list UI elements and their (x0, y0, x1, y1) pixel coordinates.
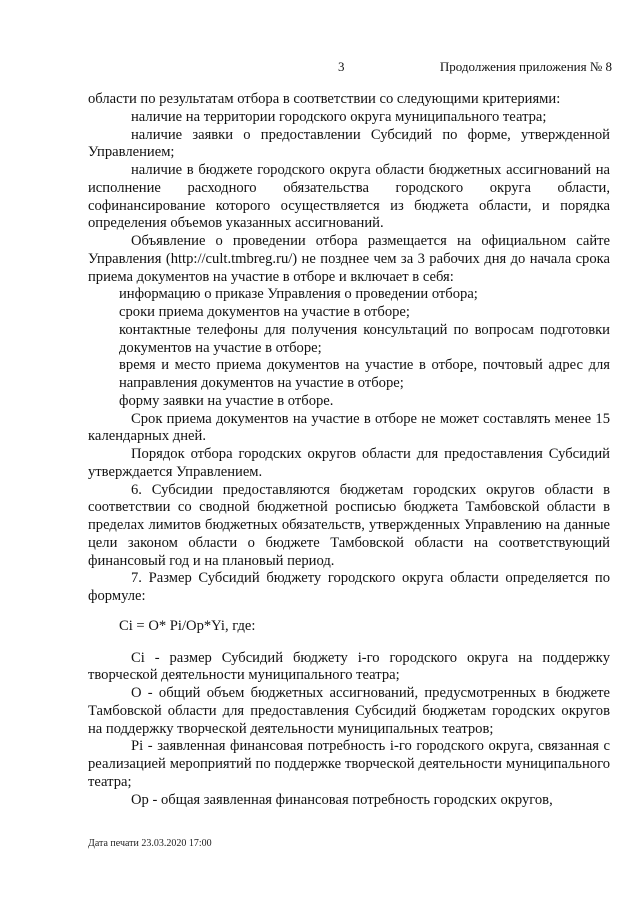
definition: Ci - размер Субсидий бюджету i-го городского округа на поддержку творческой деятельности муниципального театра; (88, 649, 610, 684)
paragraph: Объявление о проведении отбора размещается на официальном сайте Управления (http://cult.tmbreg.ru/) не позднее чем за 3 рабочих дня до начала срока приема документов на участие в отборе и включает в себя: (88, 233, 610, 285)
paragraph: 7. Размер Субсидий бюджету городского округа области определяется по формуле: (88, 570, 610, 604)
paragraph: Срок приема документов на участие в отборе не может составлять менее 15 календарных дней. (88, 410, 610, 445)
page-number: 3 (338, 59, 345, 74)
definition: Pi - заявленная финансовая потребность i-го городского округа, связанная с реализацией мероприятий по поддержке творческой деятельности муниципального театра; (88, 738, 610, 790)
list-item: контактные телефоны для получения консультаций по вопросам подготовки документов на участие в отборе; (119, 321, 610, 356)
paragraph: наличие заявки о предоставлении Субсидий по форме, утвержденной Управлением; (88, 126, 610, 161)
paragraph: области по результатам отбора в соответствии со следующими критериями: (88, 91, 561, 107)
document-body (88, 91, 610, 809)
print-date: Дата печати 23.03.2020 17:00 (88, 838, 212, 849)
appendix-continuation-label: Продолжения приложения № 8 (439, 59, 612, 74)
paragraph: наличие на территории городского округа муниципального театра; (131, 108, 547, 125)
formula: Ci = O* Pi/Op*Yi, где: (119, 617, 256, 634)
definition: Ор - общая заявленная финансовая потребность городских округов, (131, 791, 553, 808)
definition: О - общий объем бюджетных ассигнований, предусмотренных в бюджете Тамбовской области для предоставления Субсидий бюджетам городских округов на поддержку творческой деятельности муниципальных театров; (88, 685, 610, 737)
paragraph: Порядок отбора городских округов области для предоставления Субсидий утверждается Управлением. (88, 446, 610, 480)
paragraph: 6. Субсидии предоставляются бюджетам городских округов области в соответствии со сводной бюджетной росписью бюджета Тамбовской области в пределах лимитов бюджетных обязательств, утвержденных Управлению на данные цели законом области о бюджете Тамбовской области на соответствующий финансовый год и на плановый период. (88, 481, 610, 569)
list-item: сроки приема документов на участие в отборе; (119, 304, 410, 320)
list-item: информацию о приказе Управления о проведении отбора; (119, 286, 478, 303)
list-item: время и место приема документов на участие в отборе, почтовый адрес для направления документов на участие в отборе; (119, 357, 610, 391)
list-item: форму заявки на участие в отборе. (119, 392, 334, 409)
paragraph: наличие в бюджете городского округа области бюджетных ассигнований на исполнение расходного обязательства городского округа области, софинансирование которого осуществляется из бюджета области, и порядка определения объемов указанных ассигнований. (88, 162, 610, 232)
